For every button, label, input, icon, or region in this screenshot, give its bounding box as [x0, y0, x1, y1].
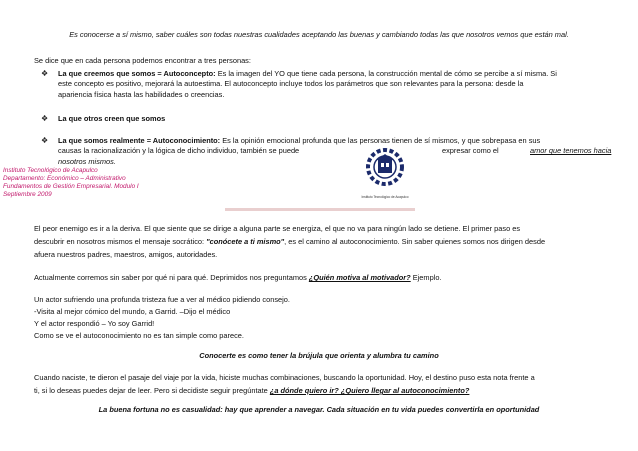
bullet-1-line-1: Es la imagen del YO que tiene cada persona, la construcción mental de cómo se percibe a sí misma. Si — [215, 69, 557, 78]
header-institute: Instituto Tecnológico de Acapulco — [3, 167, 98, 174]
paragraph-1-line-2 — [34, 236, 545, 247]
p3-line-2-text: ti, si lo deseas puedes dejar de leer. Pero si decidiste seguir pregúntate — [34, 386, 270, 395]
intro-text: Se dice que en cada persona podemos encontrar a tres personas: — [34, 56, 251, 65]
bullet-1-line-2: este concepto es positivo, mejorará la autoestima. El autoconcepto incluye todos los parámetros que son relevantes para la persona: desde la — [58, 79, 524, 89]
bullet-3-title: La que somos realmente = Autoconocimiento: — [58, 136, 221, 145]
header-date: Septiembre 2009 — [3, 191, 52, 198]
paragraph-2 — [34, 272, 442, 283]
bullet-autoconcepto — [41, 69, 601, 103]
socratic-message: "conócete a ti mismo" — [206, 237, 285, 246]
diamond-bullet-icon: ❖ — [41, 69, 49, 78]
compass-line: Conocerte es como tener la brújula que orienta y alumbra tu camino — [199, 351, 439, 360]
header-department: Departamento: Económico – Administrativo — [3, 175, 126, 182]
bullet-3-line-2a: causas la racionalización y la lógica de dicho individuo, también se puede — [58, 146, 300, 156]
bullet-1-line-3: apariencia física hasta las habilidades o creencias. — [58, 89, 225, 99]
story-line-3: Y el actor respondió – Yo soy Garrid! — [34, 319, 155, 328]
bullet-3-line-2c: amor que tenemos hacia — [530, 146, 612, 156]
bullet-autoconocimiento — [41, 136, 612, 170]
p2-text: Actualmente corremos sin saber por qué ni para qué. Deprimidos nos preguntamos — [34, 273, 309, 282]
bullet-3-line-3: nosotros mismos. — [58, 156, 116, 166]
story-line-2: -Visita al mejor cómico del mundo, a Garrid. –Dijo el médico — [34, 307, 231, 316]
story-line-4: Como se ve el autoconocimiento no es tan simple como parece. — [34, 331, 244, 340]
logo-caption: Instituto Tecnológico de Acapulco — [361, 195, 409, 199]
institute-logo-icon — [361, 145, 409, 197]
destination-questions: ¿a dónde quiero ir? ¿Quiero llegar al autoconocimiento? — [269, 386, 470, 395]
story-line-1: Un actor sufriendo una profunda tristeza fue a ver al médico pidiendo consejo. — [34, 295, 290, 304]
bullet-2-title: La que otros creen que somos — [58, 114, 166, 123]
motivator-question: ¿Quién motiva al motivador? — [308, 273, 411, 282]
paragraph-3-line-2 — [34, 385, 469, 396]
closing-line: La buena fortuna no es casualidad: hay que aprender a navegar. Cada situación en tu vida puedes convertirla en oportunidad — [98, 405, 540, 414]
bullet-1-title: La que creemos que somos = Autoconcepto: — [58, 69, 216, 78]
header-course: Fundamentos de Gestión Empresarial. Modulo I — [3, 183, 139, 190]
p1-line-2-end: , es el camino al autoconocimiento. Sin saber quienes somos nos dirigen desde — [284, 237, 546, 246]
diamond-bullet-icon: ❖ — [41, 114, 49, 123]
p1-line-2-text: descubrir en nosotros mismos el mensaje socrático: — [34, 237, 207, 246]
bullet-otros — [41, 114, 601, 126]
diamond-bullet-icon: ❖ — [41, 136, 49, 145]
paragraph-1-line-3: afuera nuestros padres, maestros, amigos, autoridades. — [34, 250, 218, 259]
bullet-3-line-1: Es la opinión emocional profunda que las personas tienen de sí mismos, y que sobrepasa en sus — [220, 136, 541, 145]
paragraph-1-line-1: El peor enemigo es ir a la deriva. El que siente que se dirige a alguna parte se energiza, el que no va para ningún lado se detiene. El primer paso es — [34, 224, 521, 233]
p2-example: Ejemplo. — [410, 273, 442, 282]
paragraph-3-line-1: Cuando naciste, te dieron el pasaje del viaje por la vida, hiciste muchas combinaciones, buscando la oportunidad. Hoy, el destino puso esta nota frente a — [34, 373, 535, 382]
opening-quote: Es conocerse a sí mismo, saber cuáles son todas nuestras cualidades aceptando las buenas y cambiando todas las que nosotros vemos que están mal. — [69, 30, 569, 39]
header-divider — [225, 208, 415, 211]
bullet-3-line-2b: expresar como el — [442, 146, 499, 156]
